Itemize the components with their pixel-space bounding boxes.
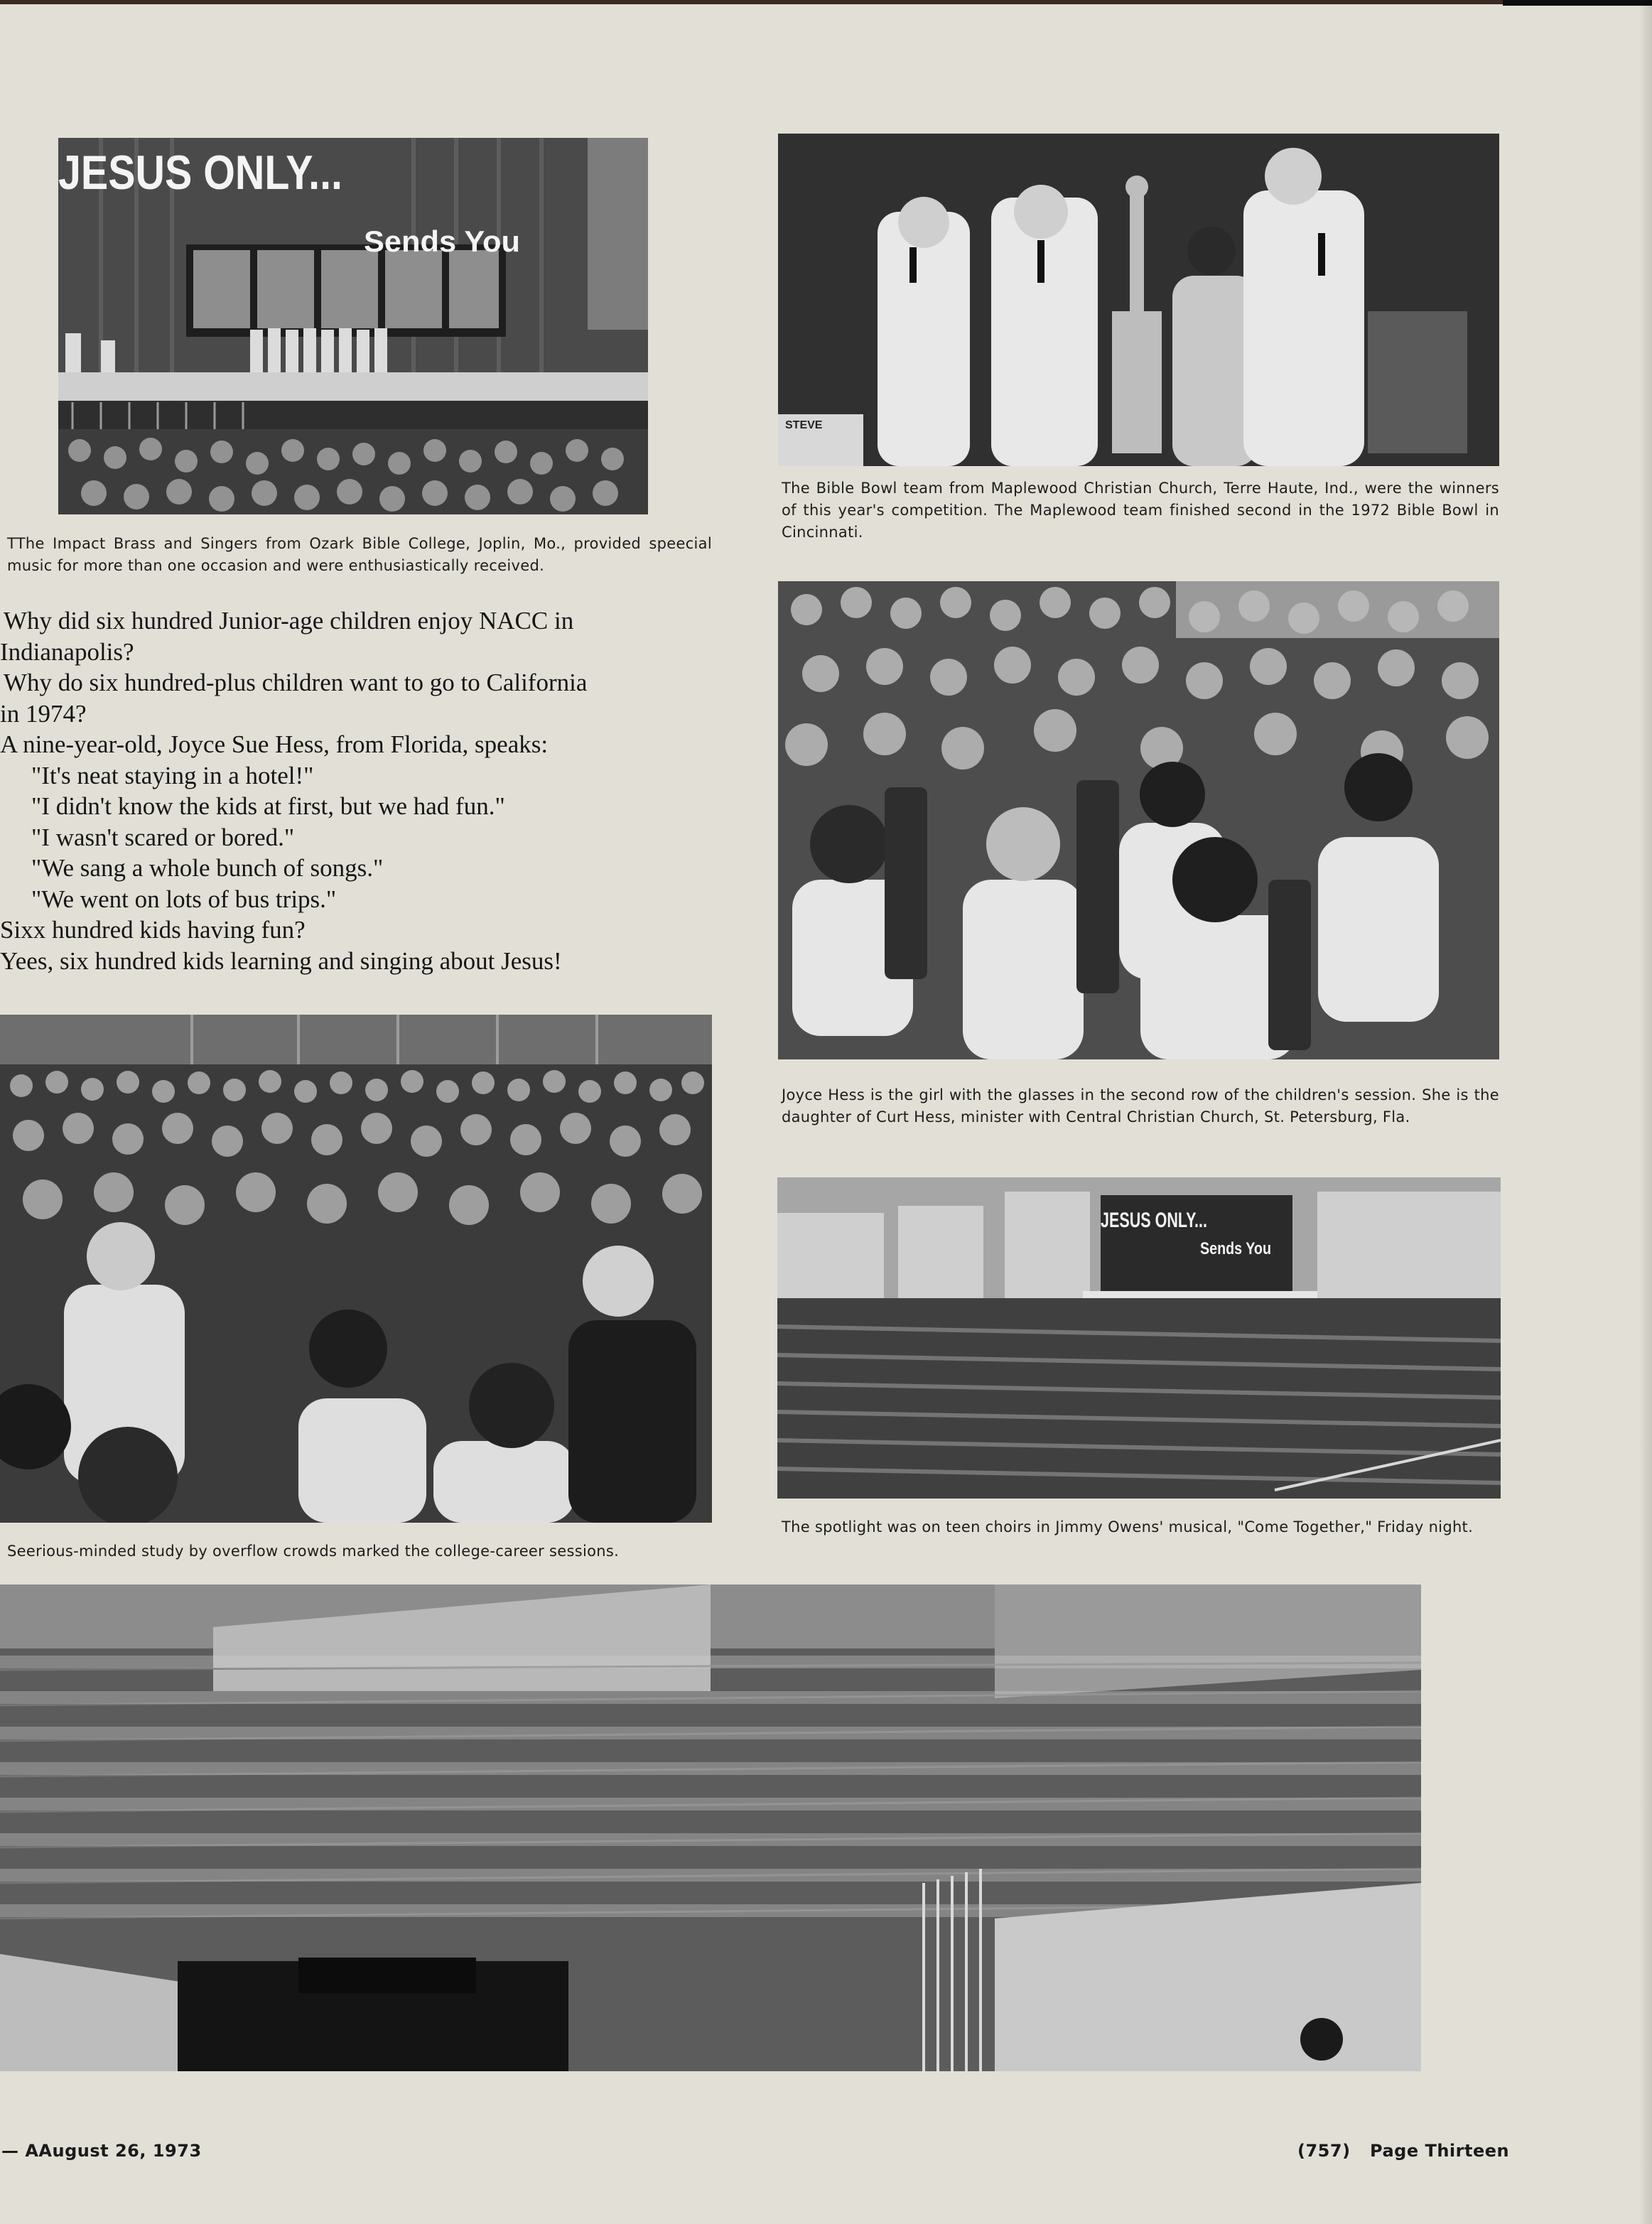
story-text bbox=[0, 605, 714, 976]
stage-sign-line1: JESUS ONLY... bbox=[58, 146, 342, 200]
story-line: in 1974? bbox=[0, 699, 87, 728]
story-quote: "I didn't know the kids at first, but we had fun." bbox=[31, 792, 505, 820]
hall-sign-line1: JESUS ONLY... bbox=[1101, 1209, 1207, 1232]
caption-impact-brass: TThe Impact Brass and Singers from Ozark Bible College, Joplin, Mo., provided speecial music for more than one occasion and were enthusiastically received. bbox=[7, 535, 712, 574]
story-quote: "It's neat staying in a hotel!" bbox=[31, 761, 314, 789]
photo-impact-brass bbox=[58, 138, 648, 514]
story-line: Why do six hundred-plus children want to go to California bbox=[4, 669, 588, 696]
story-line: A nine-year-old, Joyce Sue Hess, from Florida, speaks: bbox=[0, 730, 549, 758]
caption-teen-choirs: The spotlight was on teen choirs in Jimmy Owens' musical, "Come Together," Friday night. bbox=[782, 1518, 1474, 1535]
photo-arena-crowd bbox=[0, 1585, 1421, 2071]
top-edge-dark bbox=[1503, 0, 1652, 6]
stage-banner-steve: STEVE bbox=[785, 419, 823, 431]
page-title: Page Thirteen bbox=[1370, 2141, 1510, 2161]
stage-sign-line2: Sends You bbox=[364, 225, 520, 258]
story-quote: "I wasn't scared or bored." bbox=[31, 823, 295, 851]
issue-date: — AAugust 26, 1973 bbox=[1, 2141, 202, 2161]
photo-bible-bowl bbox=[778, 134, 1499, 466]
story-line: Indianapolis? bbox=[0, 637, 134, 666]
photo-college-career bbox=[0, 1015, 712, 1523]
story-line: Why did six hundred Junior-age children enjoy NACC in bbox=[4, 607, 574, 635]
hall-sign-line2: Sends You bbox=[1200, 1239, 1271, 1258]
caption-college-career: Seerious-minded study by overflow crowds marked the college-career sessions. bbox=[7, 1543, 620, 1560]
photo-children-session bbox=[778, 581, 1499, 1059]
page-number: (757) bbox=[1297, 2141, 1351, 2161]
caption-children-session: Joyce Hess is the girl with the glasses in the second row of the children's session. She is the daughter of Curt Hess, minister with Central Christian Church, St. Petersburg, Fla. bbox=[782, 1086, 1499, 1126]
page-shadow bbox=[1639, 0, 1652, 2224]
top-edge bbox=[0, 0, 1652, 4]
photo-teen-choirs bbox=[777, 1177, 1501, 1499]
story-line: Yees, six hundred kids learning and singing about Jesus! bbox=[0, 946, 562, 975]
story-quote: "We went on lots of bus trips." bbox=[31, 885, 337, 913]
caption-bible-bowl: The Bible Bowl team from Maplewood Christian Church, Terre Haute, Ind., were the winners of this year's competition. The Maplewood team finished second in the 1972 Bible Bowl in Cincinnati. bbox=[782, 480, 1499, 541]
story-line: Sixx hundred kids having fun? bbox=[0, 916, 306, 944]
story-quote: "We sang a whole bunch of songs." bbox=[31, 854, 384, 882]
